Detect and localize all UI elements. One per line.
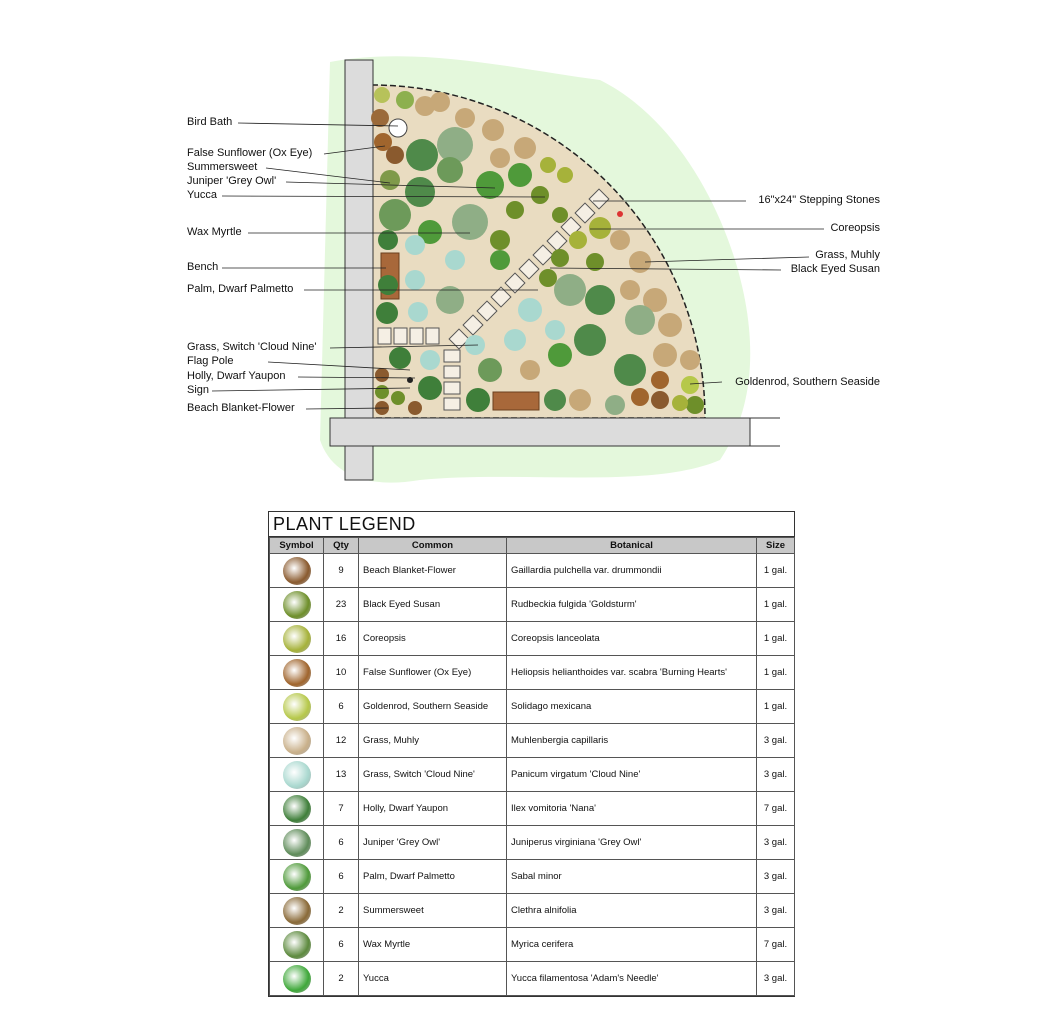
common-name-cell: Grass, Muhly bbox=[359, 724, 507, 758]
size-cell: 3 gal. bbox=[757, 860, 795, 894]
label-false-sunflower: False Sunflower (Ox Eye) bbox=[187, 147, 313, 159]
botanical-name-cell: Sabal minor bbox=[507, 860, 757, 894]
common-name-cell: Black Eyed Susan bbox=[359, 588, 507, 622]
plant-symbol-cell bbox=[270, 656, 324, 690]
legend-table bbox=[269, 537, 795, 996]
common-name-cell: Grass, Switch 'Cloud Nine' bbox=[359, 758, 507, 792]
qty-cell: 2 bbox=[324, 894, 359, 928]
qty-cell: 7 bbox=[324, 792, 359, 826]
botanical-name-cell: Gaillardia pulchella var. drummondii bbox=[507, 554, 757, 588]
label-flag-pole: Flag Pole bbox=[187, 355, 234, 367]
col-botanical: Botanical bbox=[507, 538, 757, 554]
plant-symbol-cell bbox=[270, 928, 324, 962]
plant-symbol-cell bbox=[270, 962, 324, 996]
label-stepping-stones: 16"x24" Stepping Stones bbox=[758, 194, 880, 206]
plant-symbol-cell bbox=[270, 724, 324, 758]
plant-symbol-icon bbox=[283, 965, 311, 993]
plant-symbol-icon bbox=[283, 795, 311, 823]
label-yucca: Yucca bbox=[187, 189, 217, 201]
botanical-name-cell: Coreopsis lanceolata bbox=[507, 622, 757, 656]
plant-symbol-icon bbox=[283, 761, 311, 789]
label-wax-myrtle: Wax Myrtle bbox=[187, 226, 242, 238]
common-name-cell: Juniper 'Grey Owl' bbox=[359, 826, 507, 860]
plant-symbol-icon bbox=[283, 625, 311, 653]
botanical-name-cell: Myrica cerifera bbox=[507, 928, 757, 962]
site-plan bbox=[0, 0, 1064, 500]
plant-symbol-cell bbox=[270, 826, 324, 860]
label-switch-grass: Grass, Switch 'Cloud Nine' bbox=[187, 341, 317, 353]
botanical-name-cell: Yucca filamentosa 'Adam's Needle' bbox=[507, 962, 757, 996]
size-cell: 1 gal. bbox=[757, 588, 795, 622]
size-cell: 1 gal. bbox=[757, 690, 795, 724]
plant-symbol-cell bbox=[270, 554, 324, 588]
botanical-name-cell: Clethra alnifolia bbox=[507, 894, 757, 928]
common-name-cell: Palm, Dwarf Palmetto bbox=[359, 860, 507, 894]
label-palm: Palm, Dwarf Palmetto bbox=[187, 283, 294, 295]
label-juniper: Juniper 'Grey Owl' bbox=[187, 175, 277, 187]
size-cell: 1 gal. bbox=[757, 656, 795, 690]
plant-symbol-icon bbox=[283, 659, 311, 687]
common-name-cell: Yucca bbox=[359, 962, 507, 996]
size-cell: 3 gal. bbox=[757, 826, 795, 860]
qty-cell: 6 bbox=[324, 928, 359, 962]
col-symbol: Symbol bbox=[270, 538, 324, 554]
plant-symbol-icon bbox=[283, 557, 311, 585]
size-cell: 7 gal. bbox=[757, 792, 795, 826]
table-row bbox=[270, 826, 795, 860]
common-name-cell: Summersweet bbox=[359, 894, 507, 928]
plant-symbol-cell bbox=[270, 622, 324, 656]
plant-symbol-cell bbox=[270, 792, 324, 826]
table-row bbox=[270, 928, 795, 962]
plant-symbol-icon bbox=[283, 931, 311, 959]
size-cell: 1 gal. bbox=[757, 622, 795, 656]
label-bird-bath: Bird Bath bbox=[187, 116, 233, 128]
legend-header-row bbox=[270, 538, 795, 554]
bench-icon bbox=[493, 392, 539, 410]
botanical-name-cell: Panicum virgatum 'Cloud Nine' bbox=[507, 758, 757, 792]
common-name-cell: Wax Myrtle bbox=[359, 928, 507, 962]
label-muhly-grass: Grass, Muhly bbox=[815, 249, 880, 261]
table-row bbox=[270, 758, 795, 792]
legend-title: PLANT LEGEND bbox=[269, 512, 794, 537]
size-cell: 3 gal. bbox=[757, 758, 795, 792]
size-cell: 3 gal. bbox=[757, 894, 795, 928]
plant-symbol-icon bbox=[283, 829, 311, 857]
plant-symbol-cell bbox=[270, 758, 324, 792]
qty-cell: 6 bbox=[324, 860, 359, 894]
table-row bbox=[270, 792, 795, 826]
qty-cell: 23 bbox=[324, 588, 359, 622]
col-qty: Qty bbox=[324, 538, 359, 554]
plant-symbol-icon bbox=[283, 591, 311, 619]
qty-cell: 10 bbox=[324, 656, 359, 690]
plan-drawing bbox=[0, 0, 1064, 500]
qty-cell: 12 bbox=[324, 724, 359, 758]
plant-legend bbox=[268, 511, 795, 997]
qty-cell: 9 bbox=[324, 554, 359, 588]
common-name-cell: Holly, Dwarf Yaupon bbox=[359, 792, 507, 826]
plant-symbol-icon bbox=[283, 727, 311, 755]
botanical-name-cell: Muhlenbergia capillaris bbox=[507, 724, 757, 758]
label-black-eyed-susan: Black Eyed Susan bbox=[790, 263, 880, 275]
qty-cell: 13 bbox=[324, 758, 359, 792]
botanical-name-cell: Ilex vomitoria 'Nana' bbox=[507, 792, 757, 826]
table-row bbox=[270, 622, 795, 656]
table-row bbox=[270, 860, 795, 894]
qty-cell: 2 bbox=[324, 962, 359, 996]
qty-cell: 16 bbox=[324, 622, 359, 656]
table-row bbox=[270, 656, 795, 690]
size-cell: 3 gal. bbox=[757, 724, 795, 758]
qty-cell: 6 bbox=[324, 690, 359, 724]
label-bench: Bench bbox=[187, 261, 219, 273]
plant-symbol-icon bbox=[283, 897, 311, 925]
label-holly: Holly, Dwarf Yaupon bbox=[187, 370, 286, 382]
sidewalk-horizontal bbox=[330, 418, 750, 446]
table-row bbox=[270, 962, 795, 996]
plant-symbol-cell bbox=[270, 690, 324, 724]
plant-symbol-cell bbox=[270, 588, 324, 622]
botanical-name-cell: Rudbeckia fulgida 'Goldsturm' bbox=[507, 588, 757, 622]
common-name-cell: False Sunflower (Ox Eye) bbox=[359, 656, 507, 690]
botanical-name-cell: Heliopsis helianthoides var. scabra 'Burning Hearts' bbox=[507, 656, 757, 690]
sidewalk-vertical bbox=[345, 60, 373, 480]
table-row bbox=[270, 690, 795, 724]
label-summersweet: Summersweet bbox=[187, 161, 258, 173]
size-cell: 3 gal. bbox=[757, 962, 795, 996]
size-cell: 7 gal. bbox=[757, 928, 795, 962]
label-sign: Sign bbox=[187, 384, 210, 396]
label-blanket-flower: Beach Blanket-Flower bbox=[187, 402, 295, 414]
size-cell: 1 gal. bbox=[757, 554, 795, 588]
common-name-cell: Goldenrod, Southern Seaside bbox=[359, 690, 507, 724]
table-row bbox=[270, 724, 795, 758]
botanical-name-cell: Solidago mexicana bbox=[507, 690, 757, 724]
plant-symbol-icon bbox=[283, 693, 311, 721]
qty-cell: 6 bbox=[324, 826, 359, 860]
common-name-cell: Coreopsis bbox=[359, 622, 507, 656]
col-size: Size bbox=[757, 538, 795, 554]
plant-symbol-icon bbox=[283, 863, 311, 891]
col-common: Common bbox=[359, 538, 507, 554]
label-goldenrod: Goldenrod, Southern Seaside bbox=[735, 376, 880, 388]
plant-symbol-cell bbox=[270, 860, 324, 894]
botanical-name-cell: Juniperus virginiana 'Grey Owl' bbox=[507, 826, 757, 860]
table-row bbox=[270, 894, 795, 928]
common-name-cell: Beach Blanket-Flower bbox=[359, 554, 507, 588]
table-row bbox=[270, 588, 795, 622]
plant-symbol-cell bbox=[270, 894, 324, 928]
label-coreopsis: Coreopsis bbox=[830, 222, 880, 234]
table-row bbox=[270, 554, 795, 588]
